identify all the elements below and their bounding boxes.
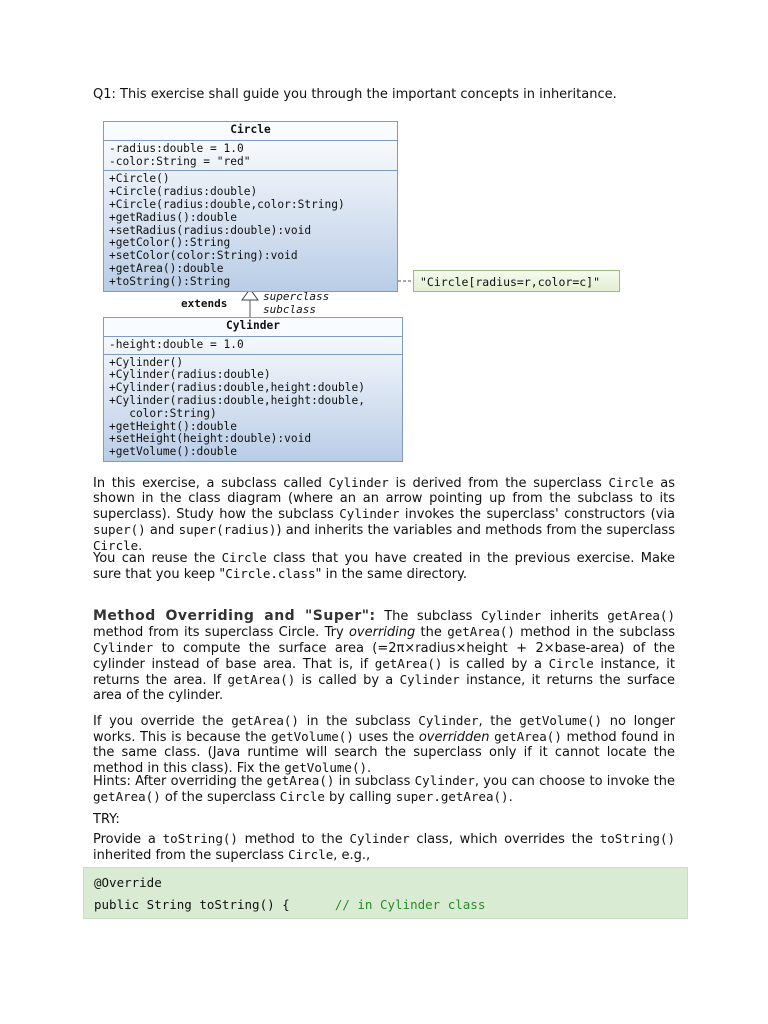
code-span: getArea()	[447, 624, 515, 639]
cylinder-fields	[104, 337, 402, 355]
code-span: getVolume()	[284, 760, 368, 775]
circle-method: +toString():String	[109, 274, 231, 288]
paragraph-overriding	[93, 608, 675, 703]
extends-label: extends	[181, 297, 228, 310]
cylinder-method: +setHeight(height:double):void	[109, 432, 312, 446]
text: is derived from the superclass	[388, 476, 609, 491]
text: Hints: After overriding the	[93, 774, 267, 789]
text: as shown in the class diagram (where an an arrow pointing up from the subclass to its superclass). Study how the subclass	[93, 476, 676, 522]
circle-class-box	[103, 121, 398, 292]
code-span: Circle.class	[225, 566, 316, 581]
cylinder-field: -height:double = 1.0	[109, 337, 244, 351]
text: , e.g.,	[333, 848, 371, 863]
code-block	[83, 867, 688, 919]
circle-method: +setRadius(radius:double):void	[109, 223, 312, 237]
text: no longer works. This is because the	[93, 714, 675, 745]
code-span: getArea()	[266, 773, 335, 788]
text: method to the	[237, 832, 350, 847]
text: and	[145, 523, 179, 538]
text: the	[415, 625, 448, 640]
text: is called by a	[295, 673, 400, 688]
text: class, which overrides the	[409, 832, 600, 847]
code-span: toString()	[162, 831, 238, 846]
code-span: getVolume()	[271, 729, 354, 744]
circle-methods	[104, 171, 397, 290]
code-comment: // in Cylinder class	[334, 897, 486, 912]
text: of the superclass	[160, 790, 280, 805]
code-span: super(radius)	[178, 522, 277, 537]
code-span: getArea()	[231, 713, 299, 728]
code-span: super()	[93, 522, 146, 537]
text: .	[367, 761, 372, 776]
code-span: Circle	[279, 789, 325, 804]
circle-field: -color:String = "red"	[109, 154, 251, 168]
cylinder-method: +Cylinder(radius:double,height:double,	[109, 393, 365, 407]
text: class that you have created in the previous exercise. Make sure that you keep "	[93, 551, 675, 582]
superclass-label: superclass	[263, 290, 330, 303]
paragraph-reuse	[93, 550, 675, 582]
cylinder-class-name: Cylinder	[104, 318, 402, 337]
code-span: getArea()	[607, 608, 675, 623]
text: in the subclass	[298, 714, 419, 729]
text: by calling	[324, 790, 396, 805]
circle-method: +getRadius():double	[109, 210, 237, 224]
text: inherited from the superclass	[93, 848, 289, 863]
cylinder-method: +Cylinder()	[109, 355, 184, 369]
cylinder-method: +Cylinder(radius:double)	[109, 368, 271, 382]
code-span: Circle	[221, 550, 267, 565]
cylinder-class-box	[103, 317, 403, 462]
circle-method: +Circle()	[109, 172, 170, 186]
text: Provide a	[93, 832, 163, 847]
section-heading: Method Overriding and "Super":	[93, 608, 376, 624]
paragraph-volume	[93, 713, 675, 776]
code-line-tostring	[94, 897, 485, 912]
code-span: Cylinder	[414, 773, 475, 788]
text: instance, it returns the area. If	[93, 657, 675, 688]
text: in subclass	[334, 774, 415, 789]
intro-text: Q1: This exercise shall guide you through the important concepts in inheritance.	[93, 87, 617, 102]
emphasis: overriding	[348, 625, 416, 640]
text: You can reuse the	[93, 551, 222, 566]
circle-method: +setColor(color:String):void	[109, 249, 298, 263]
text: In this exercise, a subclass called	[93, 476, 329, 491]
paragraph-hints	[93, 773, 675, 805]
circle-class-name: Circle	[104, 122, 397, 141]
code-span: Cylinder	[328, 475, 389, 490]
paragraph-tostring	[93, 831, 675, 863]
text: method found in the same class. (Java runtime will search the superclass only if it cannot locate the method in this class). Fix the	[93, 730, 676, 776]
cylinder-method: color:String)	[109, 406, 217, 420]
text: method from its superclass Circle. Try	[93, 625, 349, 640]
text: ) and inherits the variables and methods from the superclass	[276, 523, 675, 538]
circle-method: +Circle(radius:double,color:String)	[109, 197, 345, 211]
code-span: Cylinder	[481, 608, 542, 623]
code-span: getArea()	[374, 656, 443, 671]
code-span: Cylinder	[93, 640, 154, 655]
text: inherits	[541, 609, 608, 624]
code-span: toString()	[599, 831, 676, 846]
code-span: Cylinder	[349, 831, 410, 846]
paragraph-intro	[93, 475, 675, 554]
code-span: Circle	[608, 475, 654, 490]
text: The subclass	[375, 609, 482, 624]
text: , the	[478, 714, 520, 729]
code-span: getVolume()	[519, 713, 603, 728]
code-span: getArea()	[93, 789, 161, 804]
cylinder-method: +Cylinder(radius:double,height:double)	[109, 381, 365, 395]
text: is called by a	[442, 657, 549, 672]
text: to compute the surface area (=2π×radius×height + 2×base-area) of the cylinder instead of base area. That is, if	[93, 641, 675, 672]
code-span: Cylinder	[418, 713, 479, 728]
circle-fields	[104, 141, 397, 172]
circle-method: +getColor():String	[109, 236, 231, 250]
try-label: TRY:	[93, 812, 120, 827]
cylinder-method: +getVolume():double	[109, 445, 237, 459]
code-span: getArea()	[227, 672, 296, 687]
circle-method: +getArea():double	[109, 261, 224, 275]
emphasis: overridden	[418, 730, 490, 745]
cylinder-methods	[104, 355, 402, 461]
tostring-note: "Circle[radius=r,color=c]"	[413, 270, 620, 292]
text: .	[138, 539, 143, 554]
circle-field: -radius:double = 1.0	[109, 141, 244, 155]
code-line-override: @Override	[94, 875, 162, 890]
text: uses the	[353, 730, 419, 745]
text: method in the subclass	[514, 625, 675, 640]
code-span: Circle	[288, 847, 334, 862]
text: .	[508, 790, 513, 805]
text: If you override the	[93, 714, 232, 729]
subclass-label: subclass	[263, 303, 316, 316]
code-span: Circle	[548, 656, 594, 671]
code-span: Cylinder	[339, 506, 400, 521]
text: " in the same directory.	[315, 567, 468, 582]
text: instance, it returns the surface area of the cylinder.	[93, 673, 676, 703]
code-span: Circle	[93, 538, 139, 553]
text: invokes the superclass' constructors (via	[399, 507, 676, 522]
code-span: Cylinder	[399, 672, 460, 687]
code-span: getArea()	[494, 729, 562, 744]
code-span: super.getArea()	[395, 789, 509, 804]
circle-method: +Circle(radius:double)	[109, 185, 258, 199]
code-text: public String toString() {	[94, 897, 335, 912]
text: , you can choose to invoke the	[474, 774, 675, 789]
cylinder-method: +getHeight():double	[109, 419, 237, 433]
